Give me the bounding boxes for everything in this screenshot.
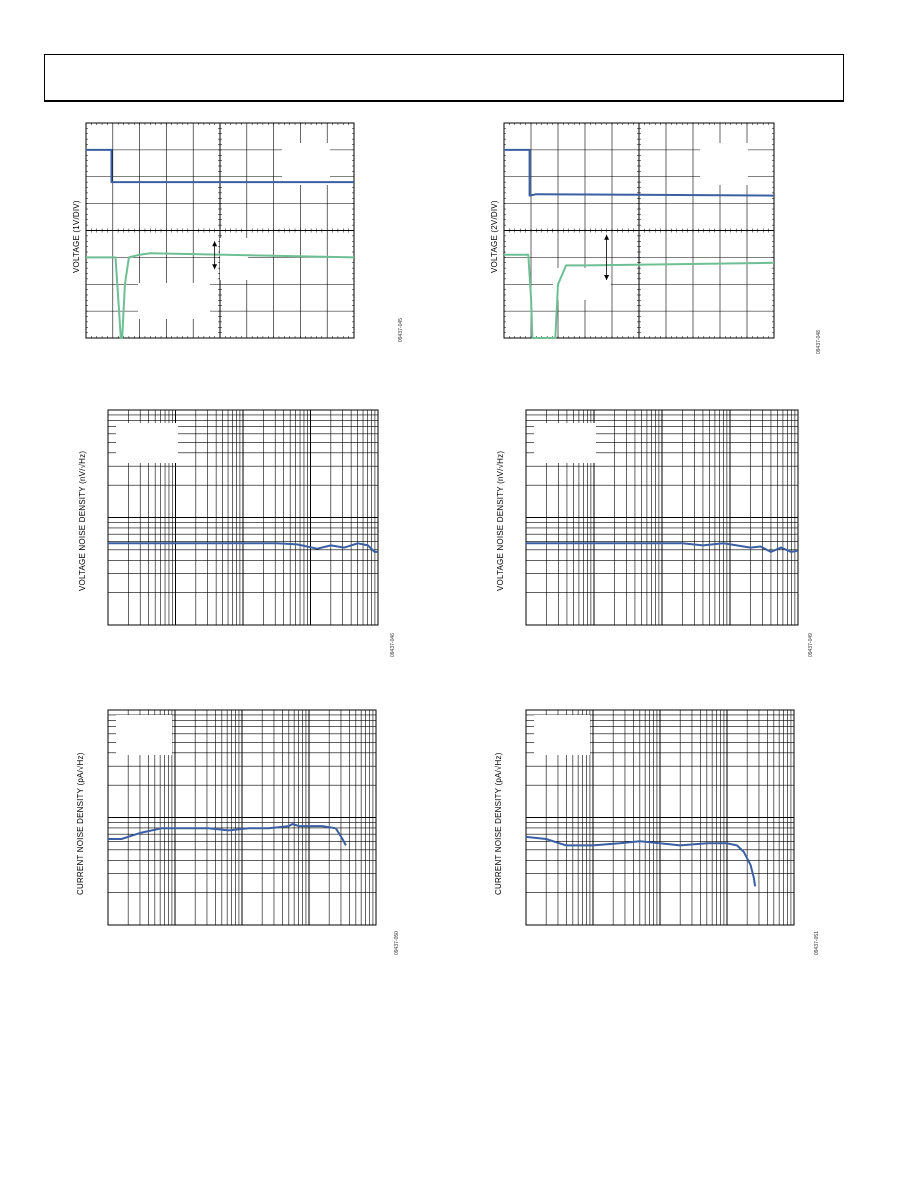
legend-box xyxy=(534,715,590,755)
legend-box xyxy=(220,238,248,280)
chart-1-y-axis-label: VOLTAGE (1V/DIV) xyxy=(72,200,81,273)
chart-5-y-axis-label: CURRENT NOISE DENSITY (pA/√Hz) xyxy=(76,752,85,895)
chart-5-plot xyxy=(70,705,400,967)
chart-4-figure-id: 09437-049 xyxy=(808,633,814,657)
chart-1 xyxy=(60,118,410,348)
legend-box xyxy=(116,715,172,755)
legend-box xyxy=(282,143,330,185)
legend-box xyxy=(700,143,748,185)
legend-box xyxy=(553,268,611,300)
chart-4 xyxy=(488,405,818,665)
chart-4-plot xyxy=(488,405,818,665)
page-header-box xyxy=(44,54,844,102)
legend-box xyxy=(116,423,178,463)
chart-3 xyxy=(70,405,400,665)
legend-box xyxy=(534,423,596,463)
chart-3-y-axis-label: VOLTAGE NOISE DENSITY (nV/√Hz) xyxy=(78,450,87,591)
chart-4-y-axis-label: VOLTAGE NOISE DENSITY (nV/√Hz) xyxy=(496,450,505,591)
chart-2-figure-id: 09437-048 xyxy=(816,330,822,354)
chart-1-plot xyxy=(60,118,410,348)
chart-1-figure-id: 09437-045 xyxy=(398,318,404,342)
chart-5 xyxy=(70,705,400,967)
legend-box xyxy=(138,283,210,319)
chart-6-figure-id: 09437-051 xyxy=(814,931,820,955)
chart-6 xyxy=(488,705,818,967)
chart-2 xyxy=(478,118,828,354)
chart-3-plot xyxy=(70,405,400,665)
chart-3-figure-id: 09437-046 xyxy=(390,633,396,657)
chart-2-y-axis-label: VOLTAGE (2V/DIV) xyxy=(490,200,499,273)
chart-2-plot xyxy=(478,118,828,348)
chart-6-plot xyxy=(488,705,818,967)
chart-6-y-axis-label: CURRENT NOISE DENSITY (pA/√Hz) xyxy=(494,752,503,895)
chart-5-figure-id: 09437-050 xyxy=(394,931,400,955)
